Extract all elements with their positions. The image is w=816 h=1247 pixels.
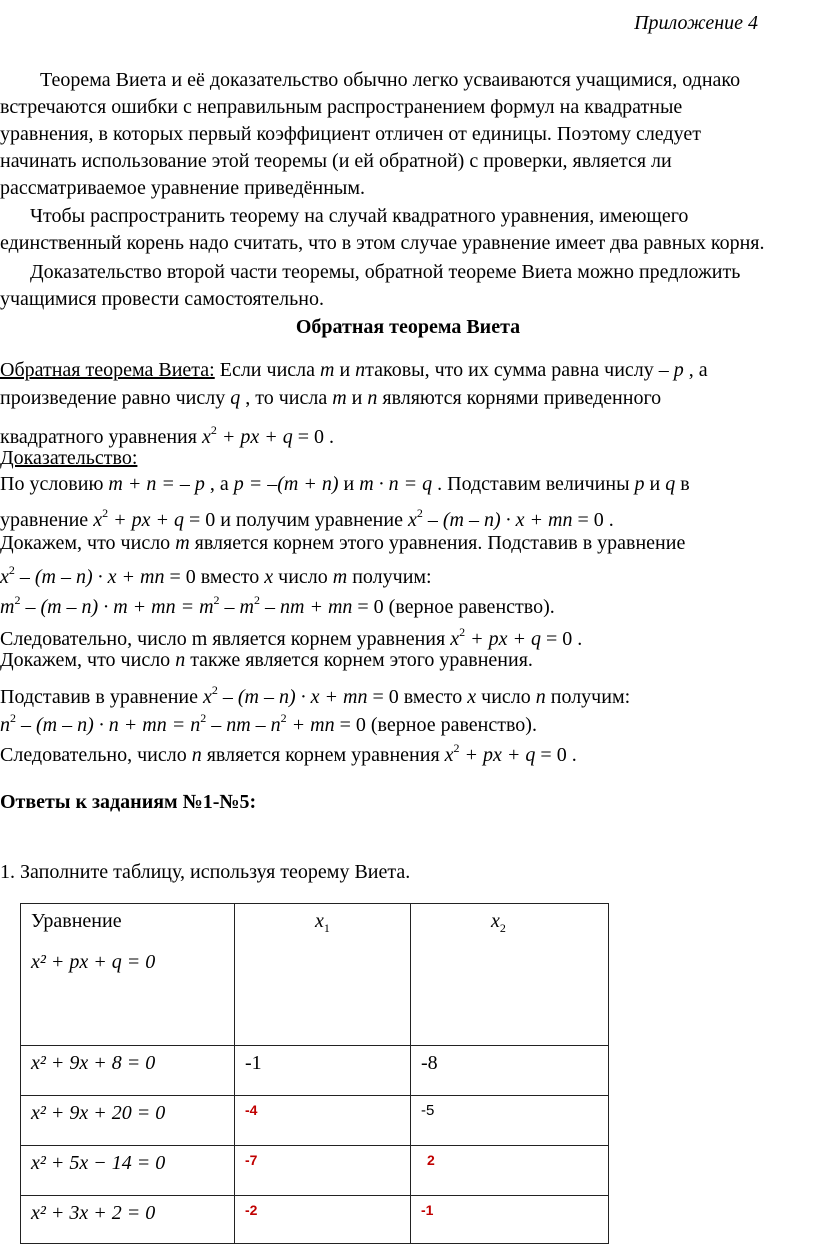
x2-subscript: 2 (499, 921, 506, 935)
proof-line (0, 472, 690, 496)
math-expression: m (0, 596, 15, 618)
proof-line (0, 531, 685, 555)
math-expression: x (444, 744, 454, 766)
x1-cell: -2 (235, 1196, 411, 1244)
text-segment: число (476, 686, 536, 708)
proof-line (0, 620, 582, 651)
math-expression: – (m – n) · n + mn = n (16, 714, 201, 736)
task-1-title: 1. Заполните таблицу, используя теорему Виета. (0, 861, 411, 883)
superscript: 2 (254, 593, 260, 607)
text-segment: . Подставим величины (432, 473, 635, 495)
math-expression: – m (219, 596, 254, 618)
underlined-label: Доказательство: (0, 447, 138, 469)
text-segment: и (346, 387, 368, 409)
math-expression: n (175, 649, 186, 671)
text-segment: = 0 и получим уравнение (183, 509, 408, 531)
header-equation-cell (21, 904, 235, 1046)
math-expression: + px + q (465, 628, 541, 650)
equation-cell: x² + 3x + 2 = 0 (21, 1196, 235, 1244)
x1-subscript: 1 (323, 921, 330, 935)
text-segment: Докажем, что число (0, 532, 176, 554)
proof-line (0, 588, 555, 619)
math-expression: p (634, 473, 645, 495)
table-row (21, 1096, 609, 1146)
text-segment: получим: (347, 566, 432, 588)
header-x2-cell (411, 904, 609, 1046)
text-segment: = 0 (верное равенство). (352, 596, 555, 618)
math-expression: x (203, 686, 212, 708)
text-segment: квадратного уравнения (0, 426, 202, 448)
math-expression: m · n = q (359, 473, 433, 495)
intro-line: начинать использование этой теоремы (и ей обратной) с проверки, является ли (0, 150, 672, 172)
superscript: 2 (280, 711, 287, 725)
equation-cell: x² + 9x + 20 = 0 (21, 1096, 235, 1146)
math-expression: – nm – n (206, 714, 281, 736)
text-segment: Если числа (214, 359, 321, 381)
text-segment: и (644, 473, 666, 495)
math-expression: m (332, 387, 347, 409)
text-segment: = 0 вместо (164, 566, 265, 588)
math-expression: + px + q (108, 509, 184, 531)
proof-line (0, 678, 630, 709)
proof-line (0, 446, 137, 470)
math-expression: – (m – n) · x + mn (217, 686, 368, 708)
proof-line (0, 706, 537, 737)
text-segment: Докажем, что число (0, 649, 176, 671)
text-segment: является корнем этого уравнения. Подставив в уравнение (189, 532, 686, 554)
math-expression: m + n = – p (108, 473, 205, 495)
math-expression: p = –(m + n) (233, 473, 339, 495)
underlined-label: Обратная теорема Виета: (0, 359, 215, 381)
math-expression: m (332, 566, 348, 588)
text-segment: получим: (545, 686, 631, 708)
superscript: 2 (102, 506, 109, 520)
text-segment: = 0 (верное равенство). (334, 714, 537, 736)
intro-line: учащимися провести самостоятельно. (0, 288, 324, 310)
text-segment: , а (204, 473, 234, 495)
math-expression: + px + q (459, 744, 536, 766)
text-segment: , то числа (240, 387, 333, 409)
vieta-table (20, 903, 609, 1244)
text-segment: произведение равно числу (0, 387, 231, 409)
superscript: 2 (211, 683, 218, 697)
x2-cell: -1 (411, 1196, 609, 1244)
text-segment: также является корнем этого уравнения. (185, 649, 533, 671)
superscript: 2 (453, 741, 460, 755)
text-segment: и (338, 473, 360, 495)
x1-cell: -7 (235, 1146, 411, 1196)
math-expression: x (93, 509, 103, 531)
math-expression: n (355, 359, 366, 381)
text-segment: = 0 . (535, 744, 577, 766)
math-expression: n (0, 714, 10, 736)
math-expression: x (0, 566, 9, 588)
text-segment: уравнение (0, 509, 94, 531)
superscript: 2 (200, 711, 207, 725)
math-expression: x (450, 628, 460, 650)
superscript: 2 (416, 506, 423, 520)
superscript: 2 (8, 563, 15, 577)
math-expression: + px + q (216, 426, 293, 448)
text-segment: и (334, 359, 356, 381)
math-expression: m (320, 359, 335, 381)
text-segment: Следовательно, число (0, 744, 192, 766)
text-segment: , а (683, 359, 708, 381)
x1-cell: -1 (235, 1046, 411, 1096)
intro-line: Чтобы распространить теорему на случай квадратного уравнения, имеющего (30, 205, 689, 227)
equation-cell: x² + 9x + 8 = 0 (21, 1046, 235, 1096)
math-expression: x (407, 509, 417, 531)
text-segment: являются корнями приведенного (377, 387, 662, 409)
math-expression: x (467, 686, 477, 708)
x1-label: x (315, 910, 324, 932)
intro-line: встречаются ошибки с неправильным распространением формул на квадратные (0, 96, 683, 118)
table-row (21, 1046, 609, 1096)
answers-heading: Ответы к заданиям №1-№5: (0, 791, 257, 813)
text-segment: По условию (0, 473, 109, 495)
math-expression: n (191, 744, 202, 766)
math-expression: – nm + mn (260, 596, 353, 618)
superscript: 2 (213, 593, 220, 607)
math-expression: n (367, 387, 378, 409)
text-segment: = 0 вместо (367, 686, 468, 708)
text-segment: Подставив в уравнение (0, 686, 203, 708)
table-row (21, 1146, 609, 1196)
appendix-label: Приложение 4 (634, 12, 758, 34)
math-expression: m (175, 532, 190, 554)
text-segment: Следовательно, число m является корнем уравнения (0, 628, 451, 650)
x2-cell: -5 (411, 1096, 609, 1146)
intro-line: уравнения, в которых первый коэффициент отличен от единицы. Поэтому следует (0, 123, 701, 145)
text-segment: = 0 . (572, 509, 614, 531)
x2-label: x (491, 910, 500, 932)
equation-cell: x² + 5x − 14 = 0 (21, 1146, 235, 1196)
proof-line (0, 418, 334, 449)
intro-line: Теорема Виета и её доказательство обычно легко усваиваются учащимися, однако (40, 69, 741, 91)
text-segment: таковы, что их сумма равна числу (365, 359, 659, 381)
header-equation: x² + px + q = 0 (31, 951, 156, 973)
table-header-row (21, 904, 609, 1046)
math-expression: – (m – n) · x + mn (422, 509, 573, 531)
math-expression: q (665, 473, 676, 495)
text-segment: = 0 . (540, 628, 583, 650)
header-x1-cell (235, 904, 411, 1046)
math-expression: q (230, 387, 241, 409)
superscript: 2 (210, 423, 217, 437)
intro-line: рассматриваемое уравнение приведённым. (0, 177, 365, 199)
intro-line: единственный корень надо считать, что в этом случае уравнение имеет два равных корня. (0, 232, 765, 254)
math-expression: x (264, 566, 274, 588)
superscript: 2 (10, 711, 16, 725)
math-expression: – (m – n) · m + mn = m (20, 596, 214, 618)
proof-line (0, 501, 614, 532)
x2-cell: 2 (411, 1146, 609, 1196)
header-label: Уравнение (31, 910, 122, 932)
text-segment: в (675, 473, 690, 495)
math-expression: x (201, 426, 211, 448)
proof-line (0, 648, 533, 672)
math-expression: n (535, 686, 546, 708)
section-heading: Обратная теорема Виета (295, 316, 521, 338)
superscript: 2 (14, 593, 21, 607)
x1-cell: -4 (235, 1096, 411, 1146)
math-expression: + mn (286, 714, 335, 736)
text-segment: число (273, 566, 333, 588)
superscript: 2 (459, 625, 466, 639)
math-expression: – p (658, 359, 684, 381)
text-segment: является корнем уравнения (201, 744, 445, 766)
x2-cell: -8 (411, 1046, 609, 1096)
math-expression: – (m – n) · x + mn (14, 566, 165, 588)
proof-line (0, 386, 661, 410)
intro-line: Доказательство второй части теоремы, обратной теореме Виета можно предложить (30, 261, 741, 283)
table-row (21, 1196, 609, 1244)
proof-line (0, 558, 432, 589)
proof-line (0, 358, 708, 382)
proof-line (0, 736, 577, 767)
text-segment: = 0 . (292, 426, 335, 448)
